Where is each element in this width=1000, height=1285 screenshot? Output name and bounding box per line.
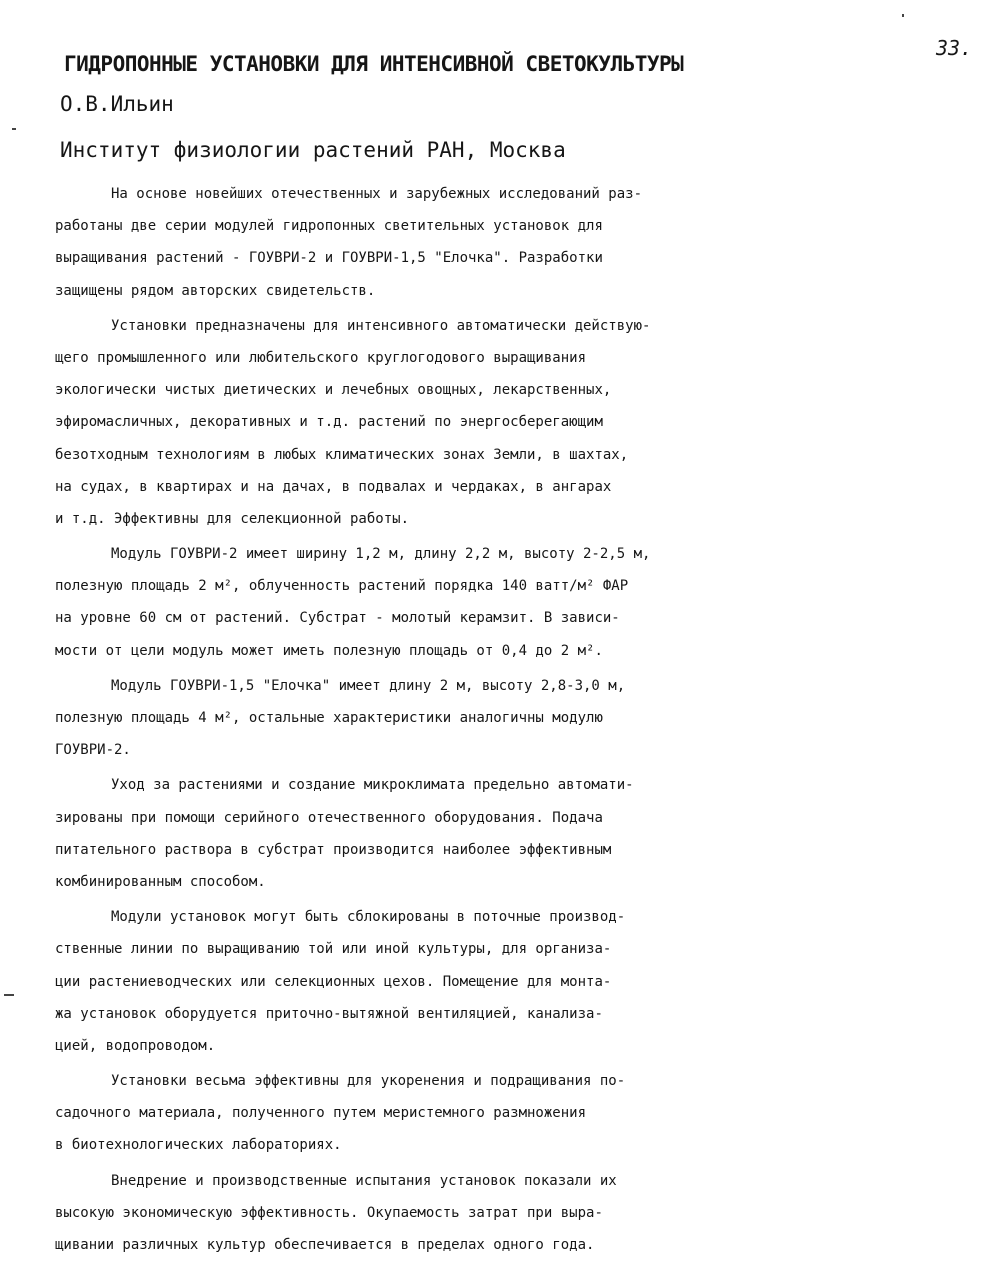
text-line: Уход за растениями и создание микроклимата предельно автомати-	[111, 777, 634, 794]
text-line: на уровне 60 см от растений. Субстрат - молотый керамзит. В зависи-	[55, 610, 620, 627]
text-line: Модули установок могут быть сблокированы в поточные производ-	[111, 909, 626, 926]
paragraph	[55, 670, 985, 767]
paragraph	[55, 538, 985, 667]
scan-speck	[4, 994, 14, 996]
text-line: Установки предназначены для интенсивного автоматически действую-	[111, 317, 651, 334]
paragraph	[55, 1065, 985, 1162]
scan-speck	[902, 14, 904, 17]
text-line: Модуль ГОУВРИ-2 имеет ширину 1,2 м, длину 2,2 м, высоту 2-2,5 м,	[111, 546, 651, 563]
text-line: полезную площадь 4 м², остальные характеристики аналогичны модулю	[55, 710, 603, 726]
text-line: ственные линии по выращиванию той или иной культуры, для организа-	[55, 941, 612, 958]
article-body	[55, 178, 985, 1264]
text-line: жа установок оборудуется приточно-вытяжной вентиляцией, канализа-	[55, 1005, 603, 1022]
text-line: цией, водопроводом.	[55, 1037, 216, 1054]
author-name: О.В.Ильин	[60, 92, 174, 116]
paragraph	[55, 769, 985, 898]
text-line: в биотехнологических лабораториях.	[55, 1137, 342, 1154]
text-line: Установки весьма эффективны для укоренения и подращивания по-	[111, 1073, 626, 1090]
paragraph	[55, 178, 985, 307]
text-line: работаны две серии модулей гидропонных светительных установок для	[55, 218, 603, 235]
text-line: комбинированным способом.	[55, 873, 266, 890]
text-line: ции растениеводческих или селекционных цехов. Помещение для монта-	[55, 973, 612, 990]
paragraph	[55, 901, 985, 1062]
text-line: безотходным технологиям в любых климатических зонах Земли, в шахтах,	[55, 446, 629, 463]
text-line: на судах, в квартирах и на дачах, в подвалах и чердаках, в ангарах	[55, 478, 612, 495]
text-line: эфиромасличных, декоративных и т.д. растений по энергосберегающим	[55, 414, 603, 431]
affiliation: Институт физиологии растений РАН, Москва	[60, 138, 566, 162]
page-number: 33.	[936, 36, 973, 60]
text-line: ГОУВРИ-2.	[55, 742, 131, 759]
paragraph	[55, 1165, 985, 1262]
paragraph	[55, 310, 985, 535]
text-line: Внедрение и производственные испытания установок показали их	[111, 1172, 617, 1189]
text-line: садочного материала, полученного путем меристемного размножения	[55, 1105, 587, 1122]
text-line: и т.д. Эффективны для селекционной работы.	[55, 510, 410, 527]
text-line: щего промышленного или любительского круглогодового выращивания	[55, 349, 587, 366]
text-line: высокую экономическую эффективность. Окупаемость затрат при выра-	[55, 1204, 603, 1221]
text-line: щивании различных культур обеспечивается в пределах одного года.	[55, 1237, 595, 1253]
text-line: Модуль ГОУВРИ-1,5 "Елочка" имеет длину 2 м, высоту 2,8-3,0 м,	[111, 677, 626, 694]
text-line: На основе новейших отечественных и зарубежных исследований раз-	[111, 186, 643, 202]
paragraph-gap	[55, 1261, 985, 1264]
text-line: защищены рядом авторских свидетельств.	[55, 282, 376, 299]
text-line: выращивания растений - ГОУВРИ-2 и ГОУВРИ-1,5 "Елочка". Разработки	[55, 250, 603, 267]
text-line: полезную площадь 2 м², облученность растений порядка 140 ватт/м² ФАР	[55, 578, 629, 595]
text-line: питательного раствора в субстрат производится наиболее эффективным	[55, 841, 612, 858]
text-line: мости от цели модуль может иметь полезную площадь от 0,4 до 2 м².	[55, 642, 603, 659]
scan-speck	[12, 128, 16, 130]
text-line: экологически чистых диетических и лечебных овощных, лекарственных,	[55, 382, 612, 399]
text-line: зированы при помощи серийного отечественного оборудования. Подача	[55, 809, 603, 826]
article-title: ГИДРОПОННЫЕ УСТАНОВКИ ДЛЯ ИНТЕНСИВНОЙ СВЕТОКУЛЬТУРЫ	[64, 52, 684, 76]
